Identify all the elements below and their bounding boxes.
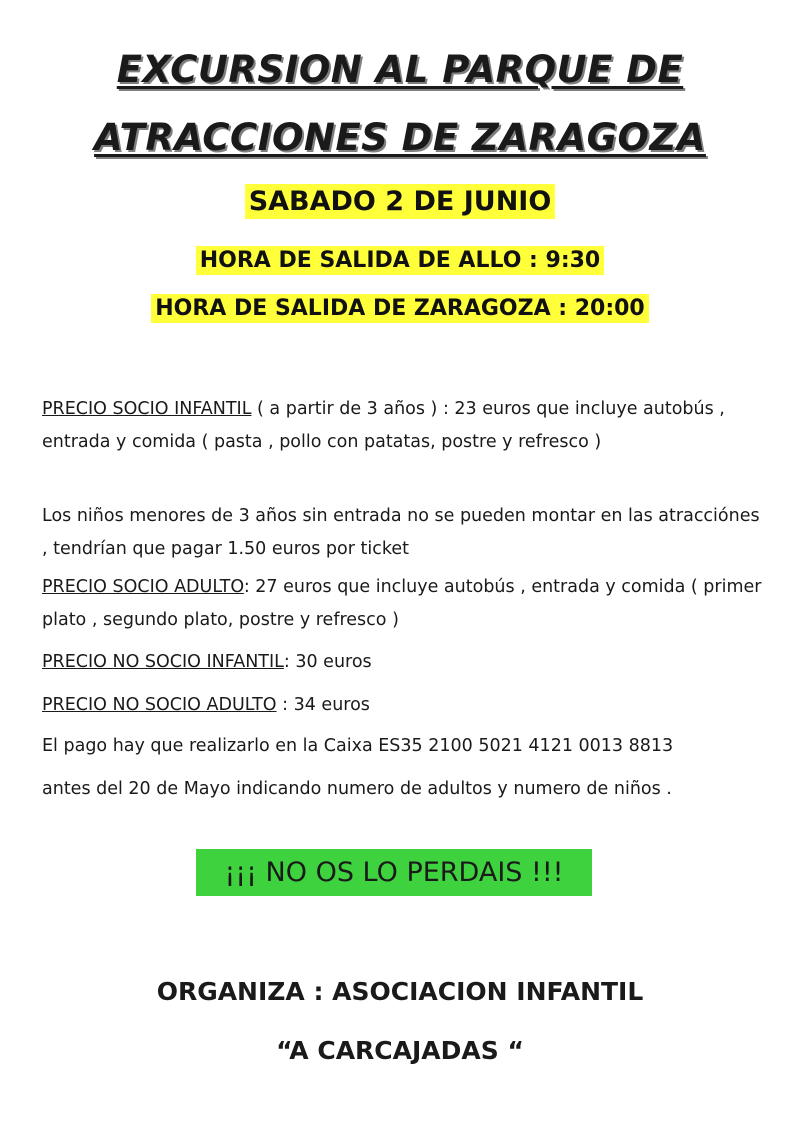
price-adult-nonmember [42, 689, 762, 722]
organizer-line-2-text: “A CARCAJADAS “ [276, 1036, 524, 1065]
price-child-nonmember-label: PRECIO NO SOCIO INFANTIL [42, 652, 284, 672]
departure-allo [0, 248, 800, 273]
price-child-member-label: PRECIO SOCIO INFANTIL [42, 399, 252, 419]
price-child-nonmember-detail: : 30 euros [283, 652, 372, 672]
price-adult-member-detail: : 27 euros que incluye autobús , entrada y comida ( primer plato , segundo plato, postre y refresco ) [42, 577, 762, 630]
departure-zaragoza [0, 296, 800, 321]
price-adult-member-label: PRECIO SOCIO ADULTO [42, 577, 244, 597]
departure-zaragoza-text: HORA DE SALIDA DE ZARAGOZA : 20:00 [151, 294, 649, 323]
price-child-member [42, 393, 762, 459]
organizer-line-2 [0, 1036, 800, 1065]
price-adult-nonmember-detail: : 34 euros [276, 695, 370, 715]
organizer-line-1 [0, 977, 800, 1006]
organizer-line-1-text: ORGANIZA : ASOCIACION INFANTIL [156, 977, 644, 1006]
under-3-note-text: Los niños menores de 3 años sin entrada no se pueden montar en las atracciónes , tendrían que pagar 1.50 euros por ticket [42, 506, 760, 559]
price-child-nonmember [42, 646, 762, 679]
payment-deadline [42, 773, 762, 806]
event-date [0, 186, 800, 217]
title-line-2-text: ATRACCIONES DE ZARAGOZA [94, 116, 706, 159]
payment-account-text: El pago hay que realizarlo en la Caixa ES35 2100 5021 4121 0013 8813 [42, 736, 674, 756]
price-adult-nonmember-label: PRECIO NO SOCIO ADULTO [42, 695, 277, 715]
title-line-1 [0, 48, 800, 91]
payment-deadline-text: antes del 20 de Mayo indicando numero de adultos y numero de niños . [42, 779, 672, 799]
title-line-1-text: EXCURSION AL PARQUE DE [116, 48, 684, 91]
price-adult-member [42, 571, 762, 637]
payment-account [42, 730, 762, 763]
price-child-member-detail: ( a partir de 3 años ) : 23 euros que incluye autobús , entrada y comida ( pasta , pollo con patatas, postre y refresco ) [42, 399, 725, 452]
departure-allo-text: HORA DE SALIDA DE ALLO : 9:30 [196, 246, 604, 275]
call-to-action-banner [196, 849, 592, 896]
event-date-text: SABADO 2 DE JUNIO [245, 184, 556, 219]
under-3-note [42, 500, 762, 566]
call-to-action-text: ¡¡¡ NO OS LO PERDAIS !!! [224, 857, 564, 888]
title-line-2 [0, 116, 800, 159]
